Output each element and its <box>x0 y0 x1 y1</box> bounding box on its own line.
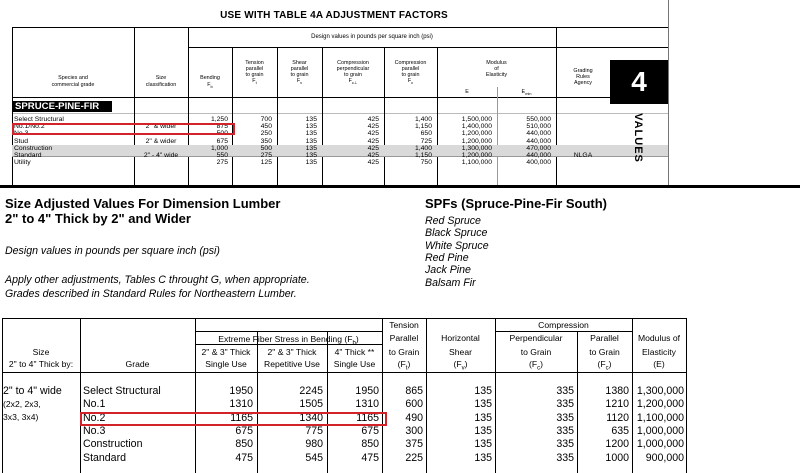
highlight-box-bottom <box>80 412 387 426</box>
rule <box>556 27 557 187</box>
bottom-row-fcp: 335 <box>556 385 574 397</box>
bottom-row-fc: 1380 <box>605 385 629 397</box>
bottom-row-ft: 490 <box>405 411 423 424</box>
hdr-shear-1: Horizontal <box>441 333 480 343</box>
bottom-row-grade: Select Structural <box>83 385 161 397</box>
bottom-row-fv: 135 <box>474 385 492 397</box>
col-comp-par-symbol <box>384 78 437 86</box>
hdr-parallel-2: to Grain <box>589 347 620 357</box>
subscript: v <box>461 365 465 372</box>
top-row-emin: 440,000 <box>526 137 551 145</box>
top-row-fv: 135 <box>305 159 317 167</box>
bottom-title-2: 2" to 4" Thick by 2" and Wider <box>5 211 191 226</box>
hdr-modulus-2: Elasticity <box>642 347 676 357</box>
species-item: Red Pine <box>425 251 469 264</box>
bottom-row-s23: 675 <box>235 424 253 437</box>
col-comp-perp-3: to grain <box>344 72 362 78</box>
subscript: t <box>255 80 257 86</box>
hdr-compression: Compression <box>538 320 589 330</box>
top-table-title: USE WITH TABLE 4A ADJUSTMENT FACTORS <box>220 10 448 21</box>
top-row-fc: 1,400 <box>414 144 432 152</box>
bottom-row-s4: 850 <box>361 438 379 451</box>
rule <box>12 27 669 28</box>
top-row-fc: 1,150 <box>414 123 432 131</box>
species-item: Red Spruce <box>425 215 481 227</box>
bottom-row-grade: No.3 <box>83 424 106 437</box>
hdr-4-single-1: 4" Thick ** <box>334 347 375 357</box>
top-row-e: 1,200,000 <box>461 137 492 145</box>
top-row-grade: Construction <box>14 144 53 152</box>
bottom-row-s23: 1950 <box>229 385 253 397</box>
bottom-row-grade: No.2 <box>83 411 106 424</box>
top-row-emin: 550,000 <box>526 116 551 123</box>
top-row-e: 1,200,000 <box>461 152 492 159</box>
bottom-row-s23: 1165 <box>230 411 253 424</box>
col-grading-2: Rules <box>576 74 590 80</box>
hdr-23-repetitive-1: 2" & 3" Thick <box>267 347 317 357</box>
hdr-size-1: Size <box>32 347 50 357</box>
top-row-fcp: 425 <box>367 116 379 123</box>
bottom-row-e: 1,200,000 <box>636 398 684 411</box>
top-row-emin: 470,000 <box>526 144 551 152</box>
hdr-size-2: 2" to 4" Thick by: <box>8 359 74 369</box>
bottom-row-ft: 375 <box>405 438 423 451</box>
top-row-fc: 1,400 <box>414 116 432 123</box>
subscript: b <box>352 340 356 347</box>
subscript: b <box>210 84 213 90</box>
bottom-row-e: 1,000,000 <box>636 424 684 437</box>
hdr-modulus-1: Modulus of <box>637 333 681 343</box>
bottom-row-fcp: 335 <box>556 451 574 464</box>
bottom-row-fcp: 335 <box>556 424 574 437</box>
bottom-row-r23: 980 <box>305 438 323 451</box>
top-row-fcp: 425 <box>367 123 379 131</box>
col-tension-symbol <box>232 78 277 86</box>
top-row-fb: 675 <box>216 137 228 145</box>
top-row-fv: 135 <box>305 144 317 152</box>
side-label <box>625 112 644 172</box>
rule <box>188 47 669 48</box>
design-values-header: Design values in pounds per square inch (psi) <box>311 34 433 40</box>
col-emin <box>497 89 556 97</box>
top-row-fb: 875 <box>216 123 228 131</box>
subscript: c <box>605 365 609 372</box>
hdr-tension-2: Parallel <box>389 333 419 343</box>
note-rules: Grades described in Standard Rules for Northeastern Lumber. <box>5 288 297 300</box>
spf-title: SPFs (Spruce-Pine-Fir South) <box>425 196 608 211</box>
col-shear-3: to grain <box>290 72 309 78</box>
col-modulus-3: Elasticity <box>485 72 508 78</box>
top-row-e: 1,300,000 <box>461 144 492 152</box>
col-tension-2: parallel <box>245 66 264 72</box>
bottom-row-fcp: 335 <box>556 438 574 451</box>
rule <box>632 318 687 319</box>
subscript: min <box>525 91 532 97</box>
bottom-row-e: 900,000 <box>645 451 684 464</box>
top-row-emin: 440,000 <box>526 130 551 138</box>
bottom-row-fv: 135 <box>474 398 492 411</box>
divider <box>668 0 669 188</box>
hdr-grade: Grade <box>125 359 150 369</box>
top-row-fc: 725 <box>420 137 432 145</box>
col-tension-3: to grain <box>245 72 264 78</box>
top-row-ft: 250 <box>260 130 272 138</box>
bottom-row-fc: 635 <box>611 424 629 437</box>
side-label-text: VALUES <box>631 113 644 163</box>
top-row-e: 1,100,000 <box>461 159 492 167</box>
col-modulus-2: of <box>494 66 499 72</box>
symbol: (F <box>453 359 462 369</box>
col-bending-symbol <box>188 82 232 90</box>
top-row-grade: Standard <box>14 152 42 159</box>
bottom-row-ft: 600 <box>405 398 423 411</box>
symbol: (F <box>529 359 538 369</box>
bottom-row-grade: Construction <box>83 438 143 451</box>
top-row-emin: 440,000 <box>526 152 551 159</box>
top-row-fc: 1,150 <box>414 152 432 159</box>
top-row-fb: 500 <box>216 130 228 138</box>
hdr-modulus-3: (E) <box>653 359 665 369</box>
col-shear-symbol <box>277 78 322 86</box>
bottom-row-ft: 865 <box>405 385 423 397</box>
top-row-fv: 135 <box>305 130 317 138</box>
col-grading-1: Grading <box>573 68 593 74</box>
col-comp-par-3: to grain <box>401 72 420 78</box>
symbol: F <box>348 78 352 84</box>
col-size-2: classification <box>145 82 177 88</box>
col-grading-3: Agency <box>574 80 592 86</box>
subscript: c⊥ <box>351 80 358 86</box>
col-comp-perp-symbol <box>322 78 384 86</box>
top-row-grade: Select Structural <box>14 116 64 123</box>
col-size-1: Size <box>155 75 167 81</box>
subscript: c <box>411 80 414 86</box>
col-comp-perp-2: perpendicular <box>336 66 370 72</box>
hdr-4-single-2: Single Use <box>333 359 376 369</box>
col-shear-1: Shear <box>292 60 307 66</box>
col-comp-perp-1: Compression <box>337 60 369 66</box>
top-row-grade: Utility <box>14 159 31 167</box>
top-row-fcp: 425 <box>367 144 379 152</box>
top-row-fv: 135 <box>305 116 317 123</box>
col-comp-par-2: parallel <box>401 66 420 72</box>
species-header: SPRUCE-PINE-FIR <box>12 101 112 112</box>
bottom-row-fv: 135 <box>474 438 492 451</box>
bottom-row-s4: 475 <box>361 451 379 464</box>
hdr-shear-2: Shear <box>449 347 472 357</box>
top-row-fcp: 425 <box>367 130 379 138</box>
bottom-row-grade: No.1 <box>83 398 106 411</box>
bottom-row-fc: 1120 <box>606 411 629 424</box>
top-row-fcp: 425 <box>367 137 379 145</box>
species-item: Balsam Fir <box>425 276 476 289</box>
note-adjustments: Apply other adjustments, Tables C throught G, when appropriate. <box>5 274 310 286</box>
top-row-emin: 400,000 <box>526 159 551 167</box>
bottom-row-fcp: 335 <box>556 398 574 411</box>
subscript: t <box>405 365 408 372</box>
top-row-e: 1,200,000 <box>461 130 492 138</box>
top-row-grade: No.3 <box>14 130 29 138</box>
top-row-fv: 135 <box>305 152 317 159</box>
hdr-extreme-fiber: Extreme Fiber Stress in Bending $(F_b)$ <box>218 334 359 347</box>
size-label: 2" to 4" wide <box>3 385 62 397</box>
rule <box>80 318 81 473</box>
top-row-fc: 650 <box>420 130 432 138</box>
hdr-perp-symbol: $(F_c)$ <box>529 359 543 372</box>
hdr-perp-2: to Grain <box>520 347 552 357</box>
size-sub-1: (2x2, 2x3, <box>3 399 41 409</box>
top-row-fb: 550 <box>216 152 228 159</box>
top-row-ft: 500 <box>260 144 272 152</box>
top-row-fv: 135 <box>305 137 317 145</box>
col-comp-par-1: Compression <box>394 60 427 66</box>
top-row-ft: 700 <box>260 116 272 123</box>
bottom-row-fv: 135 <box>474 411 492 424</box>
bottom-row-r23: 775 <box>305 424 323 437</box>
hdr-text: Extreme Fiber Stress in Bending (F <box>218 334 353 344</box>
col-species-2: commercial grade <box>51 82 95 88</box>
hdr-tension-3: to Grain <box>388 347 420 357</box>
bottom-row-s4: 675 <box>361 424 379 437</box>
bottom-row-fc: 1210 <box>605 398 629 411</box>
hdr-parallel-symbol: $(F_c)$ <box>597 359 612 372</box>
section-divider <box>0 185 800 188</box>
bottom-title-1: Size Adjusted Values For Dimension Lumber <box>5 196 281 211</box>
bottom-row-s23: 475 <box>235 451 253 464</box>
bottom-row-ft: 300 <box>405 424 423 437</box>
symbol: F <box>207 82 211 88</box>
agency-value: NLGA <box>573 152 593 159</box>
top-row-fb: 1,250 <box>210 116 228 123</box>
bottom-row-grade: Standard <box>83 451 126 464</box>
bottom-row-fcp: 335 <box>556 411 574 424</box>
col-modulus-1: Modulus <box>486 60 507 66</box>
top-row-ft: 125 <box>260 159 272 167</box>
top-row-fb: 1,000 <box>210 144 228 152</box>
highlight-box-top <box>12 123 235 138</box>
subscript: v <box>300 80 303 86</box>
col-bending: Bending <box>200 75 220 81</box>
symbol: E <box>521 89 526 95</box>
bottom-row-ft: 225 <box>405 451 423 464</box>
hdr-tension-symbol: $(F_t)$ <box>397 359 411 372</box>
top-row-fc: 750 <box>420 159 432 167</box>
hdr-tension-1: Tension <box>389 320 419 330</box>
bottom-row-s4: 1310 <box>355 398 379 411</box>
top-row-e: 1,500,000 <box>461 116 492 123</box>
top-row-fv: 135 <box>305 123 317 131</box>
rule <box>632 372 687 373</box>
symbol: F <box>407 78 412 84</box>
rule <box>495 331 632 332</box>
bottom-row-fv: 135 <box>474 424 492 437</box>
hdr-23-single-1: 2" & 3" Thick <box>201 347 251 357</box>
rule <box>2 318 632 319</box>
size-sub-2: 3x3, 3x4) <box>3 412 39 422</box>
symbol: F <box>252 78 256 84</box>
bottom-row-r23: 545 <box>305 451 323 464</box>
symbol: F <box>296 78 301 84</box>
top-row-ft: 350 <box>260 137 272 145</box>
note-psi: Design values in pounds per square inch (psi) <box>5 245 220 257</box>
bottom-row-r23: 1340 <box>299 411 323 424</box>
bottom-row-fc: 1200 <box>605 438 629 451</box>
hdr-parallel-1: Parallel <box>590 333 619 343</box>
rule <box>195 331 382 332</box>
col-e: E <box>465 89 469 95</box>
top-row-ft: 450 <box>260 123 272 131</box>
bottom-row-s4: 1165 <box>356 411 379 424</box>
hdr-23-repetitive-2: Repetitive Use <box>264 359 320 369</box>
hdr-perp-1: Perpendicular <box>509 333 563 343</box>
top-row-grade: Stud <box>14 137 28 145</box>
hdr-23-single-2: Single Use <box>205 359 247 369</box>
bottom-row-s4: 1950 <box>355 385 379 397</box>
bottom-row-r23: 2245 <box>299 385 323 397</box>
top-row-e: 1,400,000 <box>461 123 492 131</box>
col-tension-1: Tension <box>245 60 264 66</box>
bottom-row-s23: 1310 <box>229 398 253 411</box>
rule <box>686 318 687 473</box>
species-item: Jack Pine <box>425 264 471 277</box>
species-item: Black Spruce <box>425 227 488 240</box>
bottom-row-e: 1,000,000 <box>636 438 684 451</box>
bottom-row-e: 1,100,000 <box>636 411 684 424</box>
species-item: White Spruce <box>425 239 489 252</box>
top-row-fcp: 425 <box>367 159 379 167</box>
rule <box>12 113 669 114</box>
hdr-shear-symbol: $(F_v)$ <box>453 359 468 372</box>
top-row-size: 2" - 4" wide <box>143 152 179 159</box>
top-row-size: 2" & wider <box>145 123 177 131</box>
top-row-size: 2" & wider <box>145 137 177 145</box>
chapter-tab: 4 <box>610 60 668 104</box>
bottom-row-fc: 1000 <box>605 451 629 464</box>
top-row-fb: 275 <box>216 159 228 167</box>
bottom-row-e: 1,300,000 <box>636 385 684 397</box>
symbol: (F <box>597 359 606 369</box>
top-table-excerpt <box>0 0 668 188</box>
top-row-ft: 275 <box>260 152 272 159</box>
bottom-row-s23: 850 <box>235 438 253 451</box>
rule <box>134 27 135 187</box>
bottom-row-r23: 1505 <box>299 398 323 411</box>
bottom-row-fv: 135 <box>474 451 492 464</box>
top-row-grade: No.1/No.2 <box>14 123 45 131</box>
rule <box>12 97 669 98</box>
top-row-emin: 510,000 <box>526 123 551 131</box>
symbol: (F <box>397 359 406 369</box>
subscript: c <box>537 365 541 372</box>
col-species-1: Species and <box>58 75 88 81</box>
col-shear-2: parallel <box>290 66 309 72</box>
top-row-fcp: 425 <box>367 152 379 159</box>
